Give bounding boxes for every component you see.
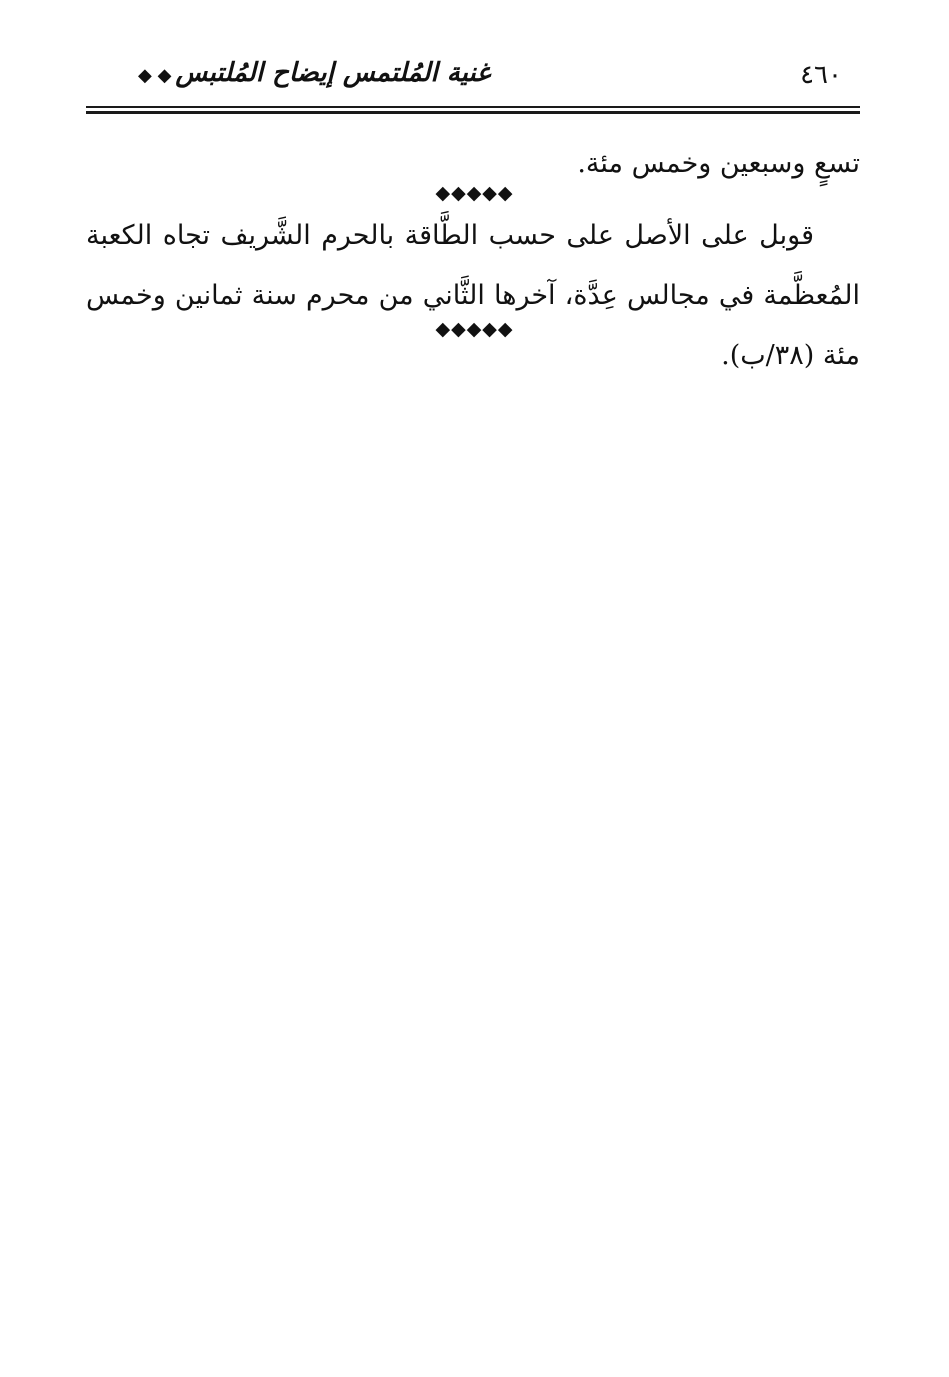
- running-title: [138, 58, 490, 88]
- header-rule-thin: [86, 106, 860, 108]
- diamond-ornament-icon: ◆ ◆: [138, 65, 172, 86]
- colophon-text: قوبل على الأصل على حسب الطَّاقة بالحرم الشَّريف تجاه الكعبة المُعظَّمة في مجالس عِدَّة، آخرها الثَّاني من محرم سنة ثمانين وخمس مئة (٣٨/ب).: [86, 220, 860, 371]
- diamond-separator-icon: ◆◆◆◆◆: [435, 318, 514, 340]
- running-header: [86, 58, 860, 102]
- running-title-text: غنية المُلتمس إيضاح المُلتبس: [175, 58, 490, 88]
- colophon-paragraph: [86, 206, 860, 386]
- page-number: ٤٦٠: [800, 60, 842, 90]
- header-rule-thick: [86, 111, 860, 114]
- diamond-separator-icon: ◆◆◆◆◆: [435, 182, 514, 204]
- text-line: تسعٍ وسبعين وخمس مئة.: [577, 148, 860, 179]
